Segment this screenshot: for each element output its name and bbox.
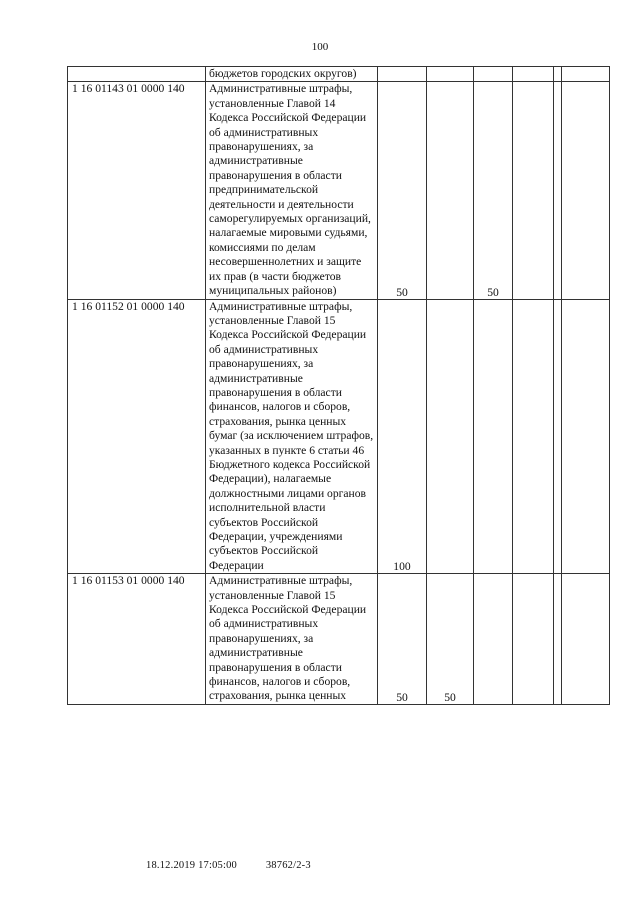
- value-cell: [513, 574, 554, 705]
- footer: [146, 860, 311, 871]
- value-cell: [513, 67, 554, 82]
- value-cell: 50: [427, 574, 474, 705]
- footer-timestamp: 18.12.2019 17:05:00: [146, 860, 238, 871]
- value-cell: [427, 67, 474, 82]
- value-cell: [554, 574, 562, 705]
- value-cell: [474, 574, 513, 705]
- value-cell: [513, 82, 554, 299]
- value-cell: [474, 67, 513, 82]
- kbk-code-cell: 1 16 01143 01 0000 140: [68, 82, 206, 299]
- value-cell: [554, 82, 562, 299]
- page-number: 100: [311, 41, 329, 53]
- table-row: [68, 82, 610, 299]
- kbk-code-cell: 1 16 01152 01 0000 140: [68, 299, 206, 574]
- value-cell: [554, 299, 562, 574]
- kbk-code-cell: 1 16 01153 01 0000 140: [68, 574, 206, 705]
- value-cell: 100: [378, 299, 427, 574]
- kbk-code-cell: [68, 67, 206, 82]
- table-row: [68, 299, 610, 574]
- description-cell: Административные штрафы, установленные Главой 15 Кодекса Российской Федерации об административных правонарушениях, за административные правонарушения в области финансов, налогов и сборов, страхования, рынка ценных бумаг (за исключением штрафов, указанных в пункте 6 статьи 46 Бюджетного кодекса Российской Федерации), налагаемые должностными лицами органов исполнительной власти субъектов Российской Федерации, учреждениями субъектов Российской Федерации: [206, 299, 378, 574]
- description-cell: бюджетов городских округов): [206, 67, 378, 82]
- value-cell: 50: [474, 82, 513, 299]
- description-cell: Административные штрафы, установленные Главой 15 Кодекса Российской Федерации об административных правонарушениях, за административные правонарушения в области финансов, налогов и сборов, страхования, рынка ценных: [206, 574, 378, 705]
- footer-doc-id: 38762/2-3: [265, 860, 311, 871]
- value-cell: [378, 67, 427, 82]
- value-cell: [562, 574, 610, 705]
- value-cell: [562, 299, 610, 574]
- value-cell: 50: [378, 574, 427, 705]
- budget-table: [67, 66, 610, 705]
- table-row: [68, 67, 610, 82]
- table-row: [68, 574, 610, 705]
- value-cell: [474, 299, 513, 574]
- value-cell: [562, 82, 610, 299]
- value-cell: [554, 67, 562, 82]
- value-cell: [513, 299, 554, 574]
- description-cell: Административные штрафы, установленные Главой 14 Кодекса Российской Федерации об административных правонарушениях, за административные правонарушения в области предпринимательской деятельности и деятельности саморегулируемых организаций, налагаемые мировыми судьями, комиссиями по делам несовершеннолетних и защите их прав (в части бюджетов муниципальных районов): [206, 82, 378, 299]
- value-cell: [427, 299, 474, 574]
- value-cell: [427, 82, 474, 299]
- value-cell: 50: [378, 82, 427, 299]
- value-cell: [562, 67, 610, 82]
